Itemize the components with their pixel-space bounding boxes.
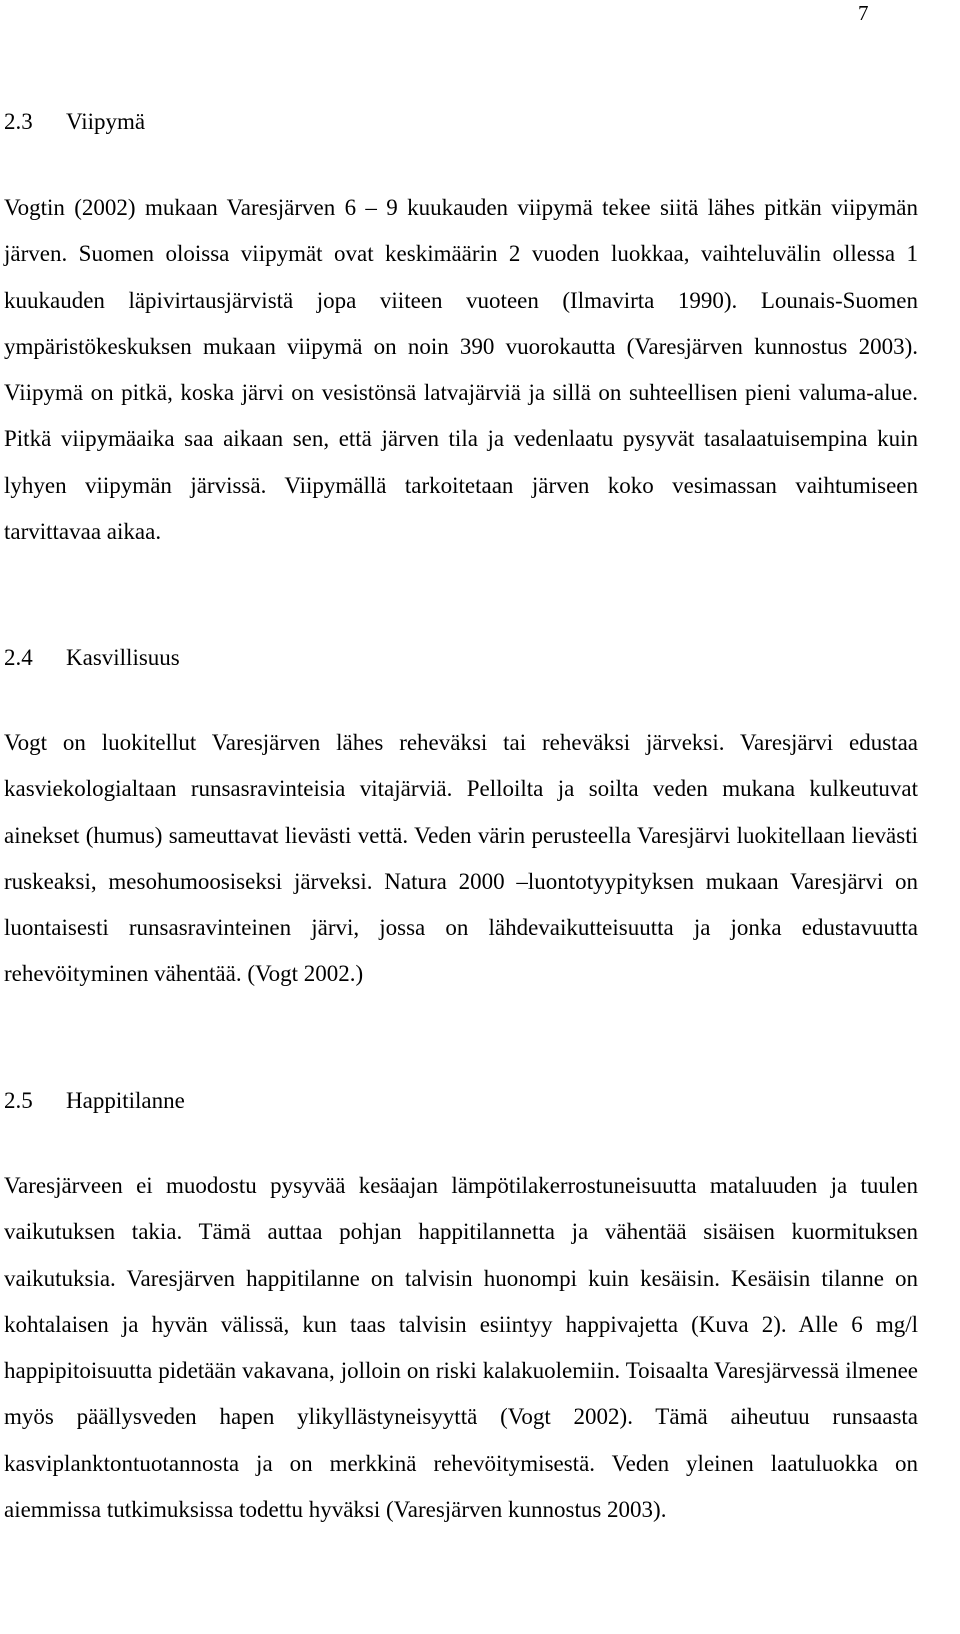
- section-heading-viipyma: [4, 108, 145, 136]
- paragraph-viipyma: Vogtin (2002) mukaan Varesjärven 6 – 9 kuukauden viipymä tekee siitä lähes pitkän viipymän järven. Suomen oloissa viipymät ovat keskimäärin 2 vuoden luokkaa, vaihteluvälin ollessa 1 kuukauden läpivirtausjärvistä jopa viiteen vuoteen (Ilmavirta 1990). Lounais-Suomen ympäristökeskuksen mukaan viipymä on noin 390 vuorokautta (Varesjärven kunnostus 2003). Viipymä on pitkä, koska järvi on vesistönsä latvajärviä ja sillä on suhteellisen pieni valuma-alue. Pitkä viipymäaika saa aikaan sen, että järven tila ja vedenlaatu pysyvät tasalaatuisempina kuin lyhyen viipymän järvissä. Viipymällä tarkoitetaan järven koko vesimassan vaihtumiseen tarvittavaa aikaa.: [4, 195, 918, 545]
- section-title: Happitilanne: [66, 1088, 185, 1113]
- paragraph-kasvillisuus: Vogt on luokitellut Varesjärven lähes reheväksi tai reheväksi järveksi. Varesjärvi edustaa kasviekologialtaan runsasravinteisia vitajärviä. Pelloilta ja soilta veden mukana kulkeutuvat ainekset (humus) sameuttavat lievästi vettä. Veden värin perusteella Varesjärvi luokitellaan lievästi ruskeaksi, mesohumoosiseksi järveksi. Natura 2000 –luontotyypityksen mukaan Varesjärvi on luontaisesti runsasravinteinen järvi, jossa on lähdevaikutteisuutta ja jonka edustavuutta rehevöityminen vähentää. (Vogt 2002.): [4, 730, 918, 987]
- section-number: 2.3: [4, 109, 33, 134]
- section-number: 2.5: [4, 1088, 33, 1113]
- page-number: 7: [858, 1, 869, 25]
- section-title: Viipymä: [66, 109, 146, 134]
- section-number: 2.4: [4, 645, 33, 670]
- paragraph-happitilanne: Varesjärveen ei muodostu pysyvää kesäajan lämpötilakerrostuneisuutta mataluuden ja tuulen vaikutuksen takia. Tämä auttaa pohjan happitilannetta ja vähentää sisäisen kuormituksen vaikutuksia. Varesjärven happitilanne on talvisin huonompi kuin kesäisin. Kesäisin tilanne on kohtalaisen ja hyvän välissä, kun taas talvisin esiintyy happivajetta (Kuva 2). Alle 6 mg/l happipitoisuutta pidetään vakavana, jolloin on riski kalakuolemiin. Toisaalta Varesjärvessä ilmenee myös päällysveden hapen ylikyllästyneisyyttä (Vogt 2002). Tämä aiheutuu runsaasta kasviplanktontuotannosta ja on merkkinä rehevöitymisestä. Veden yleinen laatuluokka on aiemmissa tutkimuksissa todettu hyväksi (Varesjärven kunnostus 2003).: [4, 1173, 918, 1523]
- section-title: Kasvillisuus: [66, 645, 180, 670]
- section-heading-happitilanne: [4, 1087, 185, 1115]
- section-heading-kasvillisuus: [4, 644, 180, 672]
